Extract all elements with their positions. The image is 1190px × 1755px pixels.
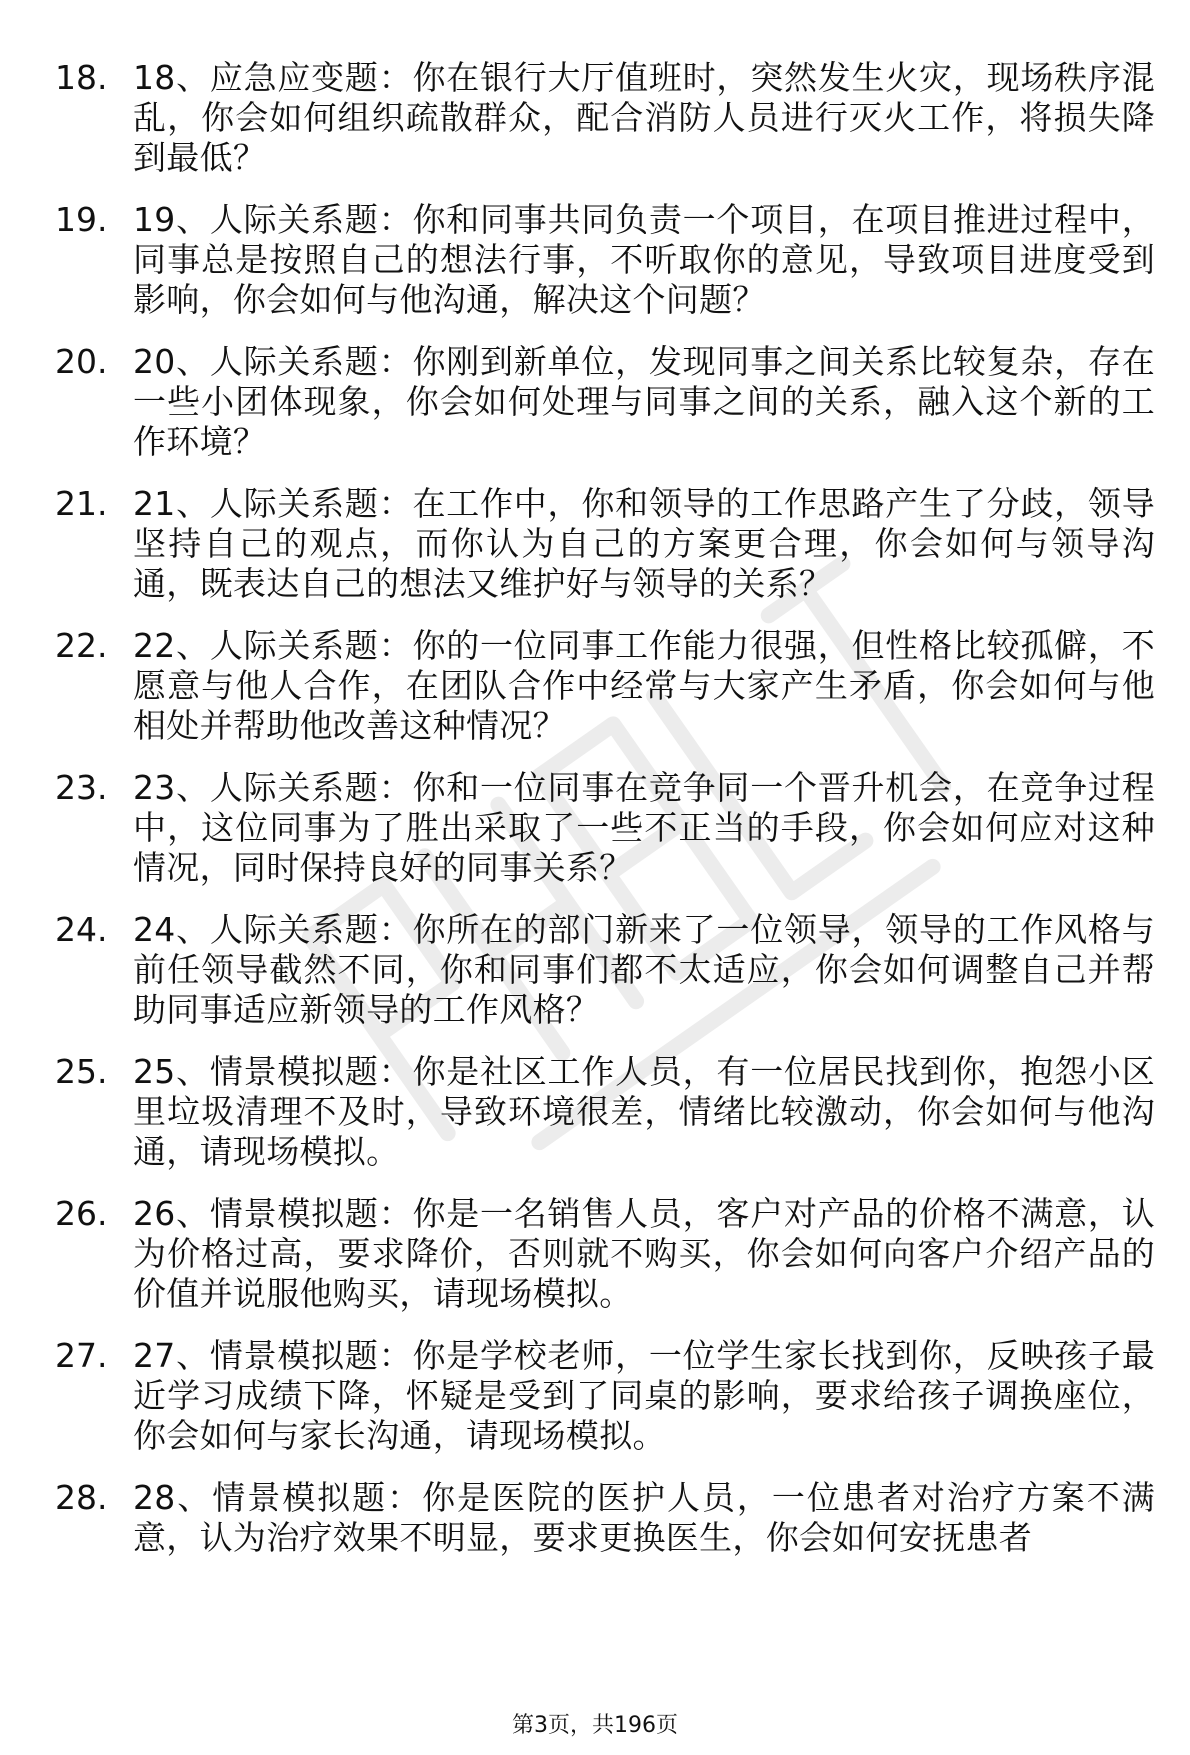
question-number: 21. <box>55 484 108 523</box>
question-number: 18. <box>55 58 108 97</box>
question-item <box>55 58 1155 178</box>
question-number: 24. <box>55 910 108 949</box>
question-item <box>55 342 1155 462</box>
question-text: 26、情景模拟题：你是一名销售人员，客户对产品的价格不满意，认为价格过高，要求降价，否则就不购买，你会如何向客户介绍产品的价值并说服他购买，请现场模拟。 <box>133 1194 1155 1313</box>
question-number: 20. <box>55 342 108 381</box>
question-text: 24、人际关系题：你所在的部门新来了一位领导，领导的工作风格与前任领导截然不同，你和同事们都不太适应，你会如何调整自己并帮助同事适应新领导的工作风格？ <box>133 910 1155 1029</box>
page-footer: 第3页，共196页 <box>512 1713 678 1738</box>
question-number: 25. <box>55 1052 108 1091</box>
question-text: 18、应急应变题：你在银行大厅值班时，突然发生火灾，现场秩序混乱，你会如何组织疏散群众，配合消防人员进行灭火工作，将损失降到最低？ <box>133 58 1155 177</box>
question-text: 22、人际关系题：你的一位同事工作能力很强，但性格比较孤僻，不愿意与他人合作，在团队合作中经常与大家产生矛盾，你会如何与他相处并帮助他改善这种情况？ <box>133 626 1155 745</box>
question-number: 19. <box>55 200 108 239</box>
question-item <box>55 1052 1155 1172</box>
question-item <box>55 1194 1155 1314</box>
question-number: 22. <box>55 626 108 665</box>
question-text: 21、人际关系题：在工作中，你和领导的工作思路产生了分歧，领导坚持自己的观点，而你认为自己的方案更合理，你会如何与领导沟通，既表达自己的想法又维护好与领导的关系？ <box>133 484 1155 603</box>
question-number: 23. <box>55 768 108 807</box>
question-text: 20、人际关系题：你刚到新单位，发现同事之间关系比较复杂，存在一些小团体现象，你会如何处理与同事之间的关系，融入这个新的工作环境？ <box>133 342 1155 461</box>
question-text: 19、人际关系题：你和同事共同负责一个项目，在项目推进过程中，同事总是按照自己的想法行事，不听取你的意见，导致项目进度受到影响，你会如何与他沟通，解决这个问题？ <box>133 200 1155 319</box>
question-item <box>55 910 1155 1030</box>
question-number: 26. <box>55 1194 108 1233</box>
question-item <box>55 484 1155 604</box>
question-list <box>55 58 1155 1580</box>
question-text: 27、情景模拟题：你是学校老师，一位学生家长找到你，反映孩子最近学习成绩下降，怀疑是受到了同桌的影响，要求给孩子调换座位，你会如何与家长沟通，请现场模拟。 <box>133 1336 1155 1455</box>
question-item <box>55 768 1155 888</box>
question-text: 25、情景模拟题：你是社区工作人员，有一位居民找到你，抱怨小区里垃圾清理不及时，导致环境很差，情绪比较激动，你会如何与他沟通，请现场模拟。 <box>133 1052 1155 1171</box>
question-item <box>55 1336 1155 1456</box>
question-item <box>55 1478 1155 1558</box>
question-item <box>55 200 1155 320</box>
question-text: 28、情景模拟题：你是医院的医护人员，一位患者对治疗方案不满意，认为治疗效果不明显，要求更换医生，你会如何安抚患者 <box>133 1478 1155 1557</box>
question-item <box>55 626 1155 746</box>
question-text: 23、人际关系题：你和一位同事在竞争同一个晋升机会，在竞争过程中，这位同事为了胜出采取了一些不正当的手段，你会如何应对这种情况，同时保持良好的同事关系？ <box>133 768 1155 887</box>
question-number: 28. <box>55 1478 108 1517</box>
question-number: 27. <box>55 1336 108 1375</box>
